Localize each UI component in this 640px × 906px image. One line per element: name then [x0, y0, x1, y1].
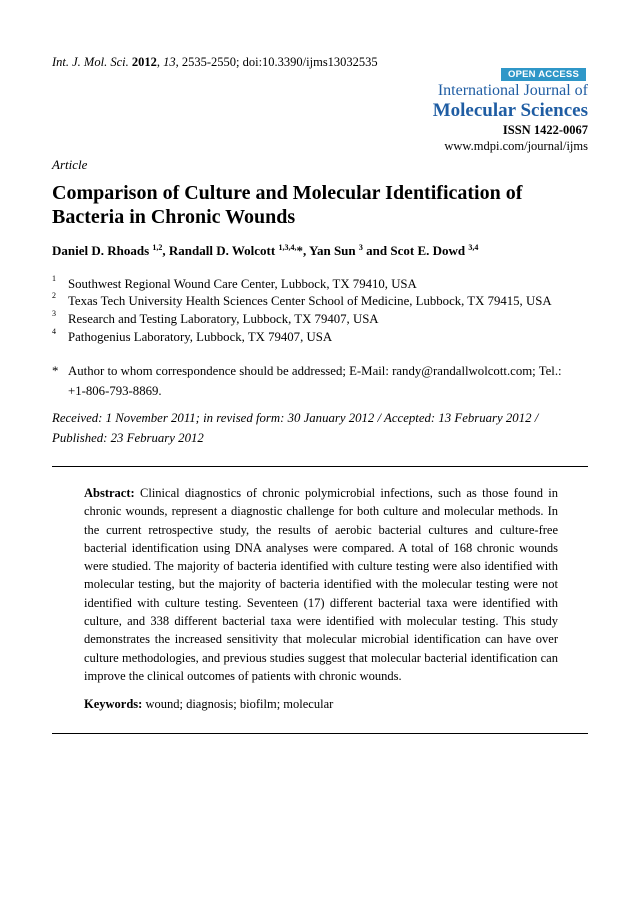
keywords-text: wound; diagnosis; biofilm; molecular — [145, 697, 334, 711]
affiliation-number: 4 — [52, 327, 56, 336]
author-separator: and — [362, 243, 391, 258]
author-affiliation-marker: 1,2 — [152, 243, 163, 252]
affiliation-item — [52, 274, 417, 292]
article-type: Article — [52, 157, 88, 172]
author-name: Daniel D. Rhoads — [52, 243, 150, 258]
article-title: Comparison of Culture and Molecular Identification of Bacteria in Chronic Wounds — [52, 182, 523, 228]
bottom-divider — [52, 733, 588, 734]
correspondence-text: Author to whom correspondence should be addressed; E-Mail: randy@randallwolcott.com; Tel.: +1-806-793-8869. — [68, 364, 562, 398]
author-name: Scot E. Dowd — [390, 243, 466, 258]
abstract — [84, 484, 558, 685]
author-separator: , — [302, 243, 310, 258]
publication-dates: Received: 1 November 2011; in revised form: 30 January 2012 / Accepted: 13 February 2012 / Published: 23 February 2012 — [52, 411, 539, 445]
correspondence-star: * — [52, 364, 59, 378]
affiliation-number: 1 — [52, 274, 56, 283]
citation-year: 2012 — [131, 55, 157, 69]
affiliation-number: 3 — [52, 309, 56, 318]
corresponding-author-star: * — [296, 243, 303, 258]
author-list — [52, 243, 478, 259]
citation-journal: Int. J. Mol. Sci. — [52, 55, 129, 69]
keywords — [84, 697, 333, 712]
affiliation-text: Southwest Regional Wound Care Center, Lubbock, TX 79410, USA — [68, 277, 417, 291]
author-affiliation-marker: 1,3,4, — [278, 243, 297, 252]
citation-pages-doi: , 2535-2550; doi:10.3390/ijms13032535 — [175, 55, 378, 69]
journal-url[interactable]: www.mdpi.com/journal/ijms — [444, 139, 588, 153]
affiliation-number: 2 — [52, 291, 56, 300]
affiliation-item — [52, 327, 333, 345]
author-name: Randall D. Wolcott — [168, 243, 276, 258]
journal-name-line2: Molecular Sciences — [432, 100, 588, 121]
citation-line: Int. J. Mol. Sci. 2012, 13, 2535-2550; doi:10.3390/ijms13032535 — [52, 55, 378, 69]
affiliation-text: Research and Testing Laboratory, Lubbock, TX 79407, USA — [68, 312, 379, 326]
abstract-text: Clinical diagnostics of chronic polymicrobial infections, such as those found in chronic wounds, represent a diagnostic challenge for both culture and molecular methods. In the current retrospective study, the results of aerobic bacterial cultures and culture-free bacterial identification using DNA analyses were compared. A total of 168 chronic wounds were studied. The majority of bacteria identified with culture testing were also identified with molecular testing, but the majority of bacteria identified with the molecular testing were not identified with culture testing. Seventeen (17) different bacterial taxa were identified with culture, and 338 different bacterial taxa were identified with molecular testing. This study demonstrates the increased sensitivity that molecular microbial identification can have over culture methodologies, and previous studies suggest that molecular bacterial identification can improve the clinical outcomes of patients with chronic wounds. — [84, 486, 559, 683]
issn: ISSN 1422-0067 — [502, 123, 588, 137]
keywords-label: Keywords: — [84, 697, 143, 711]
abstract-label: Abstract: — [84, 486, 135, 500]
affiliation-text: Texas Tech University Health Sciences Center School of Medicine, Lubbock, TX 79415, USA — [68, 294, 552, 308]
correspondence-note — [52, 361, 572, 401]
author-affiliation-marker: 3 — [358, 243, 363, 252]
author-name: Yan Sun — [309, 243, 356, 258]
open-access-badge: OPEN ACCESS — [501, 68, 586, 81]
author-separator: , — [162, 243, 169, 258]
author-affiliation-marker: 3,4 — [468, 243, 479, 252]
affiliation-item — [52, 291, 552, 309]
citation-volume: 13 — [163, 55, 176, 69]
affiliation-item — [52, 309, 379, 327]
affiliation-text: Pathogenius Laboratory, Lubbock, TX 79407, USA — [68, 330, 333, 344]
journal-name-line1: International Journal of — [437, 82, 588, 99]
top-divider — [52, 466, 588, 467]
